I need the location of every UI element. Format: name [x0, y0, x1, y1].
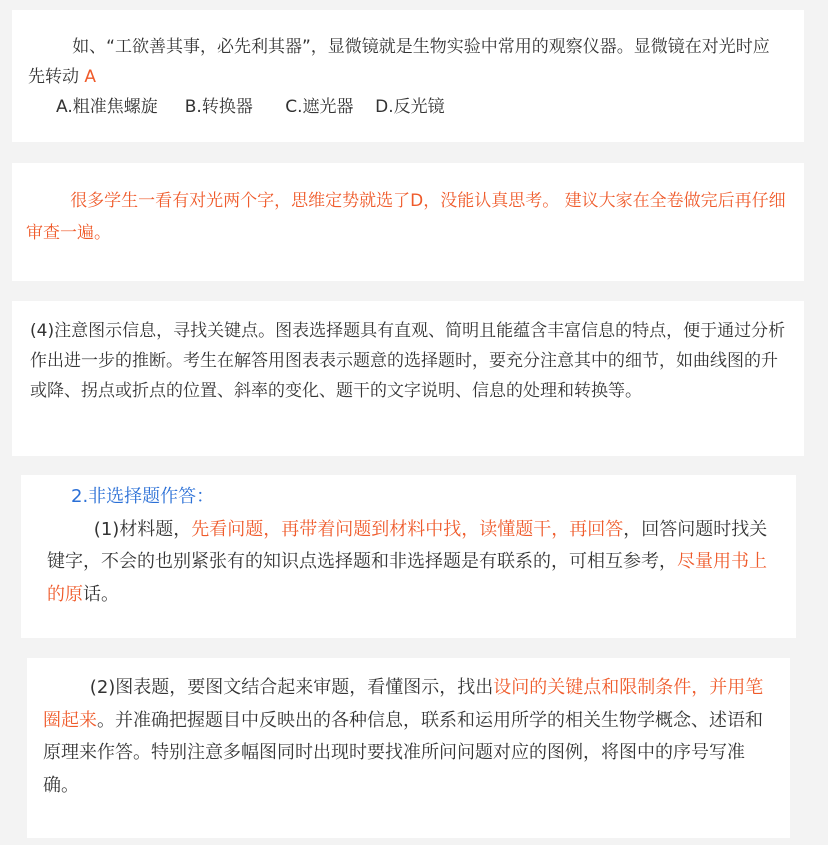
highlight-text: 设问的关键点和限制条件，并用笔圈起来 [43, 677, 764, 731]
question-answer: A [84, 67, 97, 87]
question-options: A.粗准焦螺旋 B.转换器 C.遮光器 D.反光镜 [56, 97, 445, 117]
paragraph-part: 话。 [83, 583, 119, 605]
paragraph-part: (1)材料题， [93, 518, 192, 540]
section-heading: 2.非选择题作答： [71, 486, 215, 507]
note-card [12, 163, 804, 281]
section-card [21, 475, 796, 638]
highlight-text: 尽量用书上的原 [47, 551, 767, 605]
paragraph-part: ，回答问题时找关键字，不会的也别紧张有的知识点选择题和非选择题是有联系的，可相互参考， [47, 518, 768, 572]
question-stem-text: 如、“工欲善其事，必先利其器”，显微镜就是生物实验中常用的观察仪器。显微镜在对光时应先转动 [28, 37, 770, 87]
chart-question-paragraph [43, 672, 778, 802]
tip-card [12, 301, 804, 456]
paragraph-part: 。并准确把握题目中反映出的各种信息，联系和运用所学的相关生物学概念、述语和原理来作答。特别注意多幅图同时出现时要找准所问问题对应的图例，将图中的序号写准确。 [43, 709, 763, 796]
paragraph-part: (2)图表题，要图文结合起来审题，看懂图示，找出 [89, 677, 494, 698]
note-text: 很多学生一看有对光两个字，思维定势就选了D，没能认真思考。 建议大家在全卷做完后再仔细审查一遍。 [26, 191, 786, 243]
question-card [12, 10, 804, 142]
chart-question-card [27, 658, 790, 838]
tip-text: (4)注意图示信息，寻找关键点。图表选择题具有直观、简明且能蕴含丰富信息的特点，便于通过分析作出进一步的推断。考生在解答用图表表示题意的选择题时，要充分注意其中的细节，如曲线图的升或降、拐点或折点的位置、斜率的变化、题干的文字说明、信息的处理和转换等。 [30, 321, 786, 401]
question-stem [28, 32, 786, 92]
material-question-paragraph [47, 514, 782, 612]
highlight-text: 先看问题，再带着问题到材料中找，读懂题干，再回答 [191, 518, 624, 540]
